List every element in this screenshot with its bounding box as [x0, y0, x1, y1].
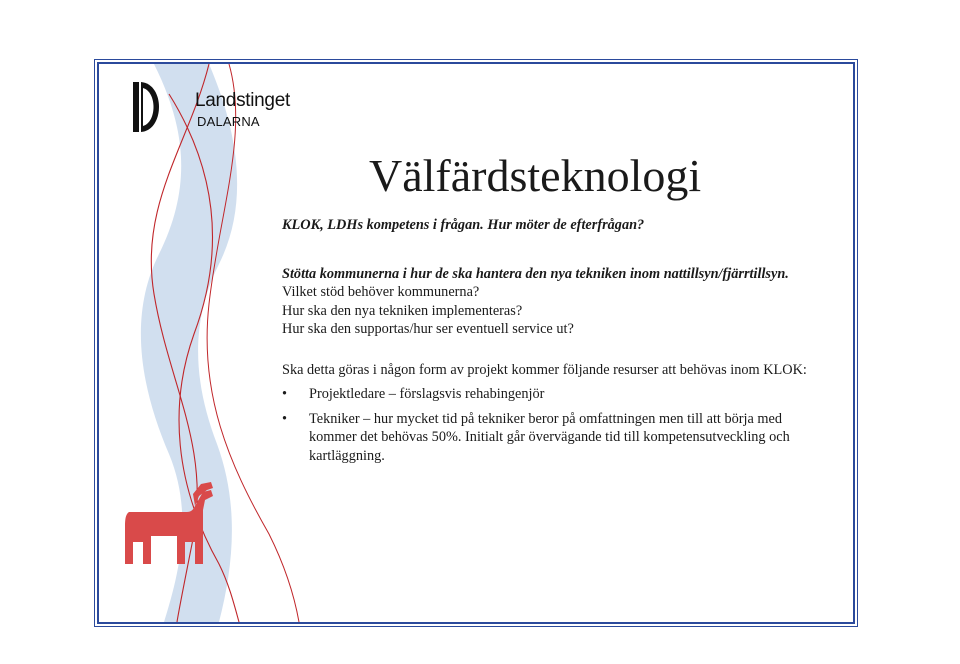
logo-text-landstinget: Landstinget — [195, 90, 290, 111]
bullet-icon: • — [282, 386, 288, 402]
landstinget-logo — [127, 74, 290, 134]
support-line: Hur ska den nya tekniken implementeras? — [282, 302, 523, 319]
dala-horse-icon — [125, 482, 213, 564]
support-line: Vilket stöd behöver kommunerna? — [282, 284, 480, 300]
list-item-text: Projektledare – förslagsvis rehabingenjör — [309, 386, 545, 402]
support-line: Hur ska den supportas/hur ser eventuell service ut? — [282, 321, 574, 337]
landstinget-d-logo-icon — [133, 82, 165, 132]
question-heading: KLOK, LDHs kompetens i frågan. Hur möter de efterfrågan? — [282, 217, 645, 233]
slide-content — [282, 216, 822, 471]
support-heading: Stötta kommunerna i hur de ska hantera den nya tekniken inom nattillsyn/fjärrtillsyn. — [282, 265, 789, 282]
page-title: Välfärdsteknologi — [369, 149, 702, 201]
resource-list — [282, 385, 822, 465]
project-intro: Ska detta göras i någon form av projekt kommer följande resurser att behövas inom KLOK: — [282, 361, 807, 378]
logo-text-dalarna: DALARNA — [197, 114, 260, 129]
list-item — [282, 385, 822, 404]
slide-frame — [97, 62, 855, 624]
list-item — [282, 410, 822, 466]
bullet-icon: • — [282, 410, 288, 427]
list-item-text: Tekniker – hur mycket tid på tekniker beror på omfattningen men till att börja med kommer det behövas 50%. Initialt går övervägande tid till kompetensutveckling och kartläggning. — [309, 410, 790, 464]
